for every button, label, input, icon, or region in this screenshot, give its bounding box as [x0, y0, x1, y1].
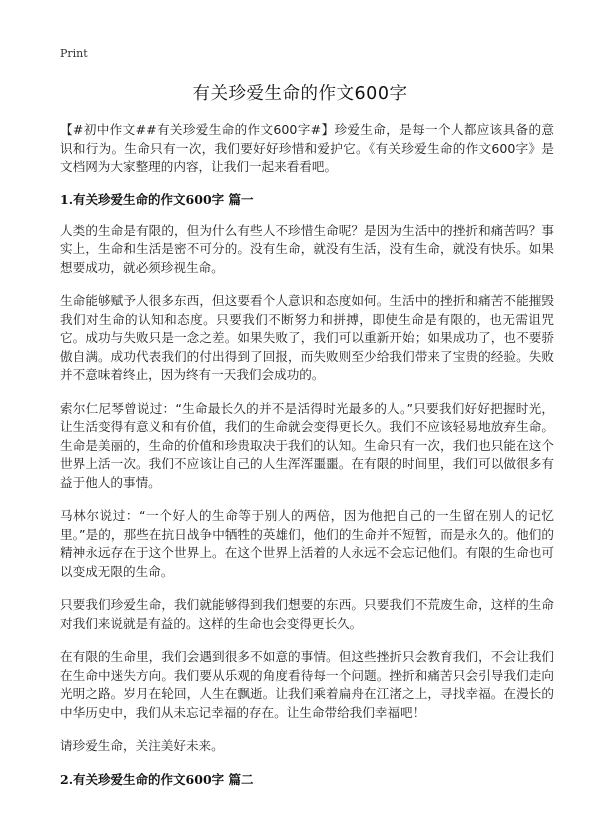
paragraph: 只要我们珍爱生命，我们就能够得到我们想要的东西。只要我们不荒废生命，这样的生命对我们来说就是有益的。这样的生命也会变得更长久。 [60, 597, 554, 631]
paragraph: 请珍爱生命，关注美好未来。 [60, 738, 224, 753]
print-link[interactable]: Print [60, 47, 88, 60]
paragraph: 在有限的生命里，我们会遇到很多不如意的事情。但这些挫折只会教育我们，不会让我们在生命中迷失方向。我们要从乐观的角度看待每一个问题。挫折和痛苦只会引导我们走向光明之路。岁月在轮回，人生在飘逝。让我们乘着扁舟在江渚之上，寻找幸福。在漫长的中华历史中，我们从未忘记幸福的存在。让生命带给我们幸福吧！ [60, 649, 554, 720]
section-heading-2: 2.有关珍爱生命的作文600字 篇二 [60, 771, 254, 787]
section-heading-1: 1.有关珍爱生命的作文600字 篇一 [60, 191, 254, 207]
paragraph: 人类的生命是有限的，但为什么有些人不珍惜生命呢？是因为生活中的挫折和痛苦吗？事实上，生命和生活是密不可分的。没有生命，就没有生活，没有生命，就没有快乐。如果想要成功，就必须珍视生命。 [60, 222, 554, 275]
intro-paragraph: 【#初中作文##有关珍爱生命的作文600字#】珍爱生命，是每一个人都应该具备的意识和行为。生命只有一次，我们要好好珍惜和爱护它。《有关珍爱生命的作文600字》是文档网为大家整理的内容，让我们一起来看看吧。 [60, 122, 554, 174]
page-title: 有关珍爱生命的作文600字 [192, 84, 408, 104]
paragraph: 索尔仁尼琴曾说过：“生命最长久的并不是活得时光最多的人。”只要我们好好把握时光，让生活变得有意义和有价值，我们的生命就会变得更长久。我们不应该轻易地放弃生命。生命是美丽的，生命的价值和珍贵取决于我们的认知。生命只有一次，我们也只能在这个世界上活一次。我们不应该让自己的人生浑浑噩噩。在有限的时间里，我们可以做很多有益于他人的事情。 [60, 400, 554, 490]
paragraph: 马林尔说过：“一个好人的生命等于别人的两倍，因为他把自己的一生留在别人的记忆里。”是的，那些在抗日战争中牺牲的英雄们，他们的生命并不短暂，而是永久的。他们的精神永远存在于这个世界上。在这个世界上活着的人永远不会忘记他们。有限的生命也可以变成无限的生命。 [60, 508, 554, 579]
paragraph: 生命能够赋予人很多东西，但这要看个人意识和态度如何。生活中的挫折和痛苦不能摧毁我们对生命的认知和态度。只要我们不断努力和拼搏，即使生命是有限的，也无需诅咒它。成功与失败只是一念之差。如果失败了，我们可以重新开始；如果成功了，也不要骄傲自满。成功代表我们的付出得到了回报，而失败则至少给我们带来了宝贵的经验。失败并不意味着终止，因为终有一天我们会成功的。 [60, 293, 554, 382]
article-body [60, 121, 554, 802]
